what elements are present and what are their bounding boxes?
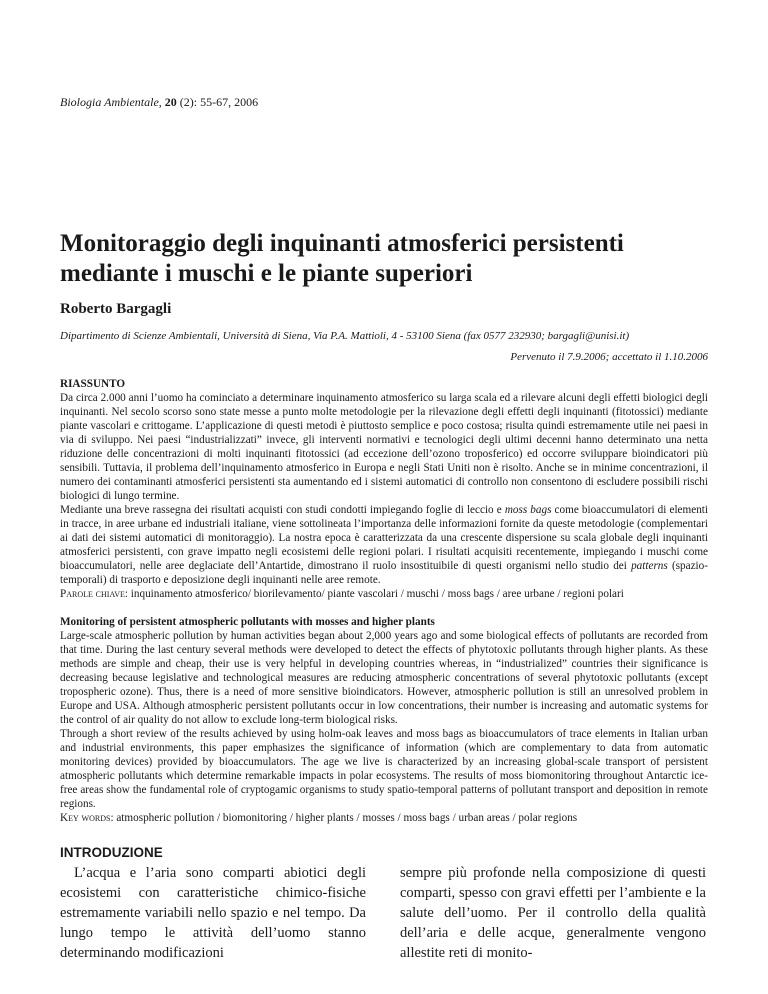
english-abstract-paragraph-1: Large-scale atmospheric pollution by human activities began about 2,000 years ago and some biological effects of pollutants are recorded from that time. During the last century several methods were developed to detect the effects of phytotoxic pollutants through higher plants. As these methods are simple and cheap, their use is very helpful in developing countries whereas, in “industrialized” countries their significance is decreasing because legislative and technological measures are reducing atmospheric concentrations of several phytotoxic pollutants (except tropospheric ozone). Thus, there is a need of more sensitive bioindicators. However, atmospheric pollution is still an unresolved problem in Europe and USA. Although atmospheric persistent pollutants occur in low concentrations, their number is increasing and automatic systems for the control of air quality do not allow to exclude long-term biological risks.	[60, 630, 708, 726]
section-heading-introduzione: INTRODUZIONE	[60, 845, 163, 860]
key-words	[60, 811, 708, 825]
article-title: Monitoraggio degli inquinanti atmosferici persistenti mediante i muschi e le piante superiori	[60, 230, 624, 287]
body-paragraph-left: L’acqua e l’aria sono comparti abiotici degli ecosistemi con caratteristiche chimico-fisiche estremamente variabili nello spazio e nel tempo. Da lungo tempo le attività dell’uomo stanno determinando modificazioni	[60, 865, 366, 961]
riassunto-paragraph-1: Da circa 2.000 anni l’uomo ha cominciato a determinare inquinamento atmosferico su larga scala ed a rilevare alcuni degli effetti biologici degli inquinanti. Nel secolo scorso sono state messe a punto molte metodologie per la rilevazione degli effetti degli inquinanti (fitotossici) mediante piante vascolari e crittogame. L’applicazione di questi metodi è piuttosto semplice e poco costosa; risulta quindi estremamente utile nei paesi in via di sviluppo. Nei paesi “industrializzati” invece, gli interventi normativi e tecnologici degli ultimi decenni hanno determinato una netta riduzione delle concentrazioni di molti inquinanti fitotossici (ad eccezione dell’ozono troposferico) ed occorre sviluppare bioindicatori più sensibili. Tuttavia, il problema dell’inquinamento atmosferico in Europa e negli Stati Uniti non è risolto. Anche se in minime concentrazioni, il numero dei contaminanti atmosferici persistenti sta aumentando ed i sistemi automatici di controllo non consentono di escludere possibili rischi biologici di lungo termine.	[60, 392, 708, 502]
journal-issue-pages: (2): 55-67, 2006	[176, 95, 259, 109]
english-abstract-paragraph-2: Through a short review of the results achieved by using holm-oak leaves and moss bags as bioaccumulators of trace elements in Italian urban and industrial environments, this paper emphasizes the significance of information (which are complementary to data from automatic monitoring devices) provided by bioaccumulators. The age we live is characterized by an increasing global-scale transport of persistent atmospheric pollutants which determine remarkable impacts in polar ecosystems. The results of moss biomonitoring throughout Antarctic ice-free areas show the fundamental role of cryptogamic organisms to study spatio-temporal patterns of pollutant transport and deposition in remote regions.	[60, 728, 708, 810]
journal-volume: 20	[164, 95, 177, 109]
journal-citation: Biologia Ambientale, 20 (2): 55-67, 2006	[60, 95, 259, 109]
body-paragraph-right: sempre più profonde nella composizione di questi comparti, spesso con gravi effetti per l’ambiente e la salute dell’uomo. Per il controllo della qualità dell’aria e delle acque, generalmente vengono allestite reti di monito-	[400, 865, 706, 961]
author-name: Roberto Bargagli	[60, 301, 172, 317]
journal-name: Biologia Ambientale	[60, 95, 159, 109]
body-column-left	[60, 843, 366, 963]
parole-chiave-text: : inquinamento atmosferico/ biorilevamento/ piante vascolari / muschi / moss bags / aree urbane / regioni polari	[124, 588, 624, 600]
key-words-text: : atmospheric pollution / biomonitoring / higher plants / mosses / moss bags / urban areas / polar regions	[110, 812, 578, 824]
abstract-block	[60, 377, 708, 825]
author-affiliation: Dipartimento di Scienze Ambientali, Università di Siena, Via P.A. Mattioli, 4 - 53100 Siena (fax 0577 232930; bargagli@unisi.it)	[60, 330, 630, 342]
riassunto-heading: RIASSUNTO	[60, 378, 126, 390]
riassunto-paragraph-2: Mediante una breve rassegna dei risultati acquisti con studi condotti impiegando foglie di leccio e moss bags come bioaccumulatori di elementi in tracce, in aree urbane ed industriali italiane, viene sottolineata l’importanza delle informazioni fornite da queste metodologie (complementari ai dati dei sistemi automatici di monitoraggio). La nostra epoca è caratterizzata da una crescente dispersione su scala globale degli inquinanti atmosferici persistenti, con grave impatto negli ecosistemi delle regioni polari. I risultati acquisiti recentemente, impiegando i muschi come bioaccumulatori, nelle aree deglaciate dell’Antartide, dimostrano il ruolo insostituibile di questi organismi nello studio dei patterns (spazio-temporali) di trasporto e deposizione degli inquinanti nelle aree remote.	[60, 504, 709, 586]
english-abstract-title: Monitoring of persistent atmospheric pollutants with mosses and higher plants	[60, 616, 435, 628]
parole-chiave	[60, 587, 708, 601]
key-words-label: Key words	[60, 812, 111, 824]
received-dates: Pervenuto il 7.9.2006; accettato il 1.10.2006	[510, 351, 708, 363]
parole-chiave-label: Parole chiave	[60, 588, 125, 600]
body-column-right	[400, 863, 706, 963]
